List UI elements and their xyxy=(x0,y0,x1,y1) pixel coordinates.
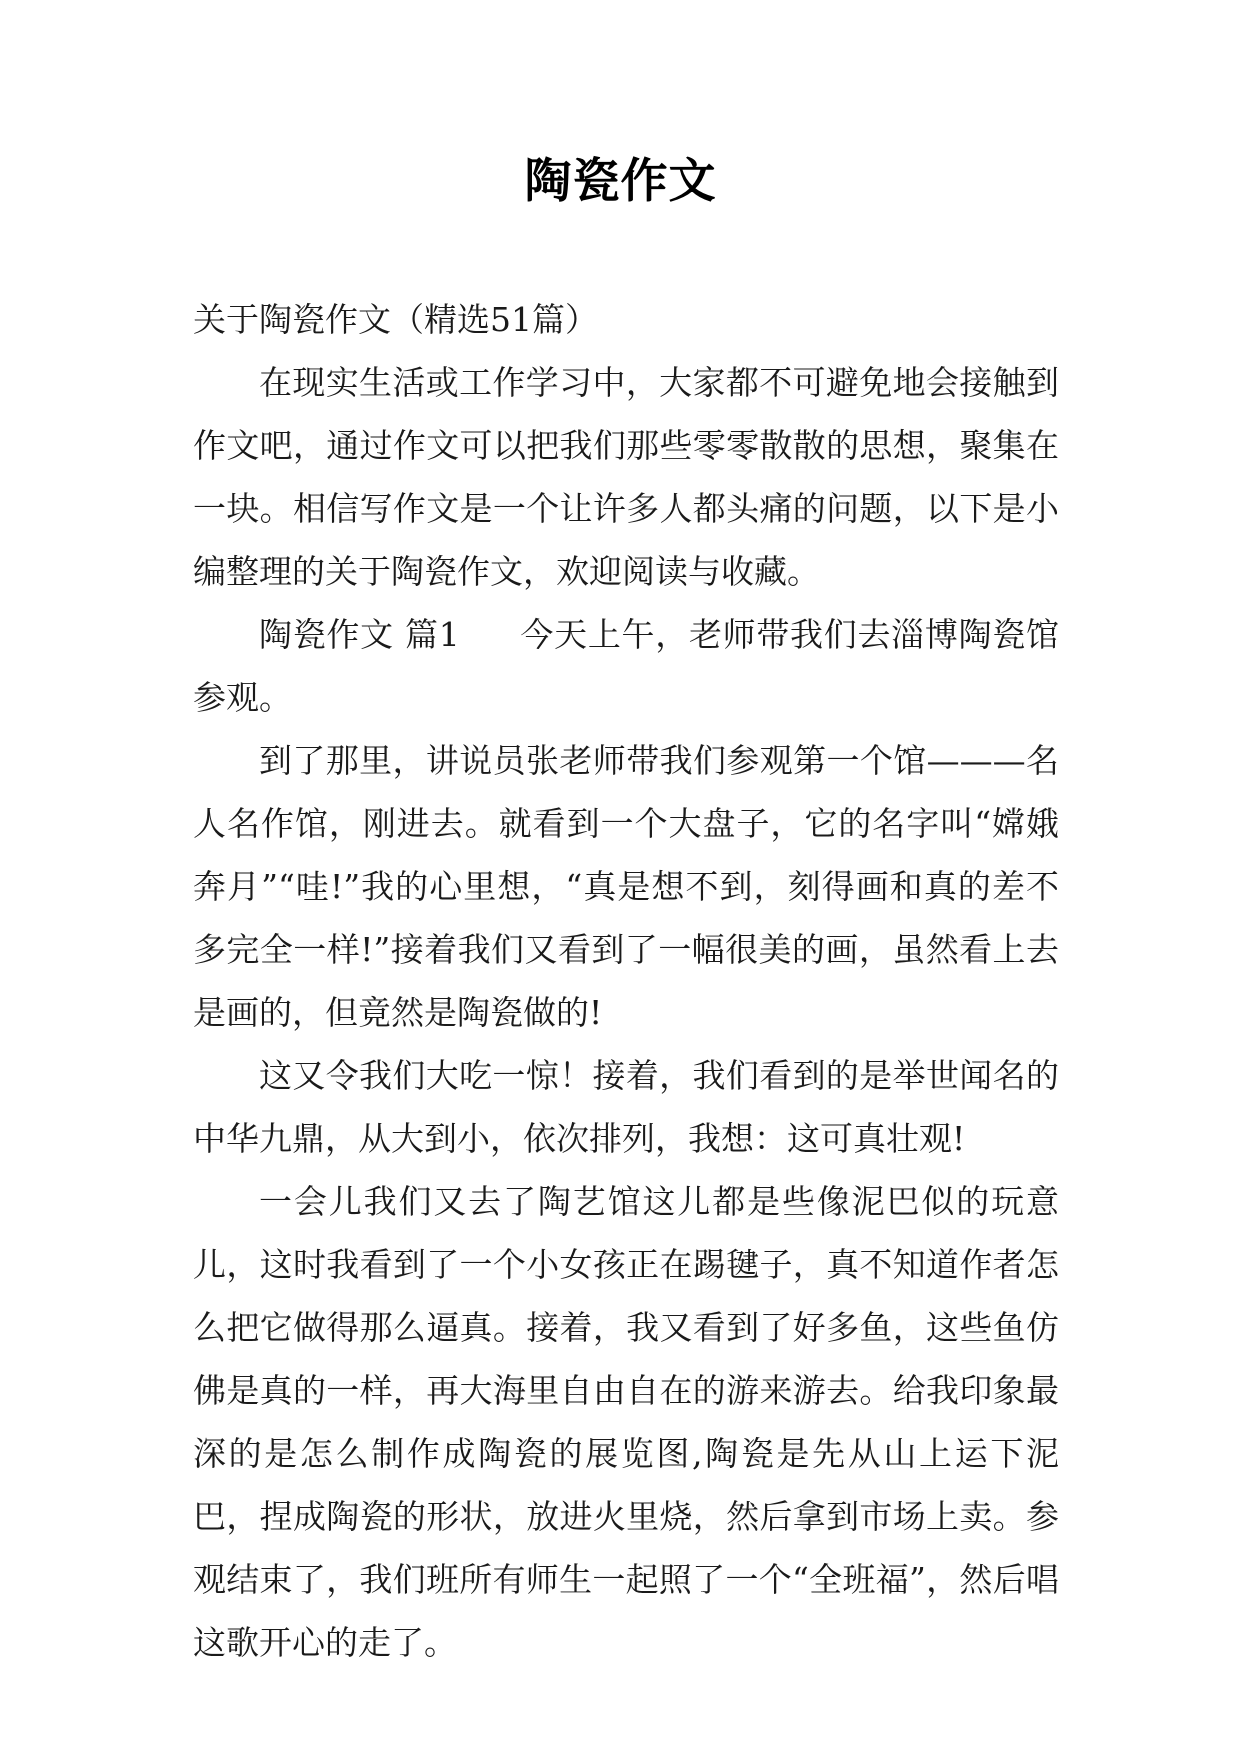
essay-1-heading: 陶瓷作文 篇1 xyxy=(259,615,460,654)
intro-paragraph: 在现实生活或工作学习中，大家都不可避免地会接触到作文吧，通过作文可以把我们那些零零散散的思想，聚集在一块。相信写作文是一个让许多人都头痛的问题，以下是小编整理的关于陶瓷作文，欢迎阅读与收藏。 xyxy=(193,363,1059,591)
essay-1-opening xyxy=(193,603,1059,729)
essay-paragraph: 到了那里，讲说员张老师带我们参观第一个馆———名人名作馆，刚进去。就看到一个大盘子，它的名字叫“嫦娥奔月”“哇!”我的心里想，“真是想不到，刻得画和真的差不多完全一样!”接着我们又看到了一幅很美的画，虽然看上去是画的，但竟然是陶瓷做的! xyxy=(193,741,1059,1032)
document-title: 陶瓷作文 xyxy=(524,154,717,209)
essay-1-first-sentence: 今天上午，老师带我们去淄博陶瓷馆参观。 xyxy=(193,615,1059,717)
essay-paragraph: 一会儿我们又去了陶艺馆这儿都是些像泥巴似的玩意儿，这时我看到了一个小女孩正在踢毽子，真不知道作者怎么把它做得那么逼真。接着，我又看到了好多鱼，这些鱼仿佛是真的一样，再大海里自由自在的游来游去。给我印象最深的是怎么制作成陶瓷的展览图,陶瓷是先从山上运下泥巴，捏成陶瓷的形状，放进火里烧，然后拿到市场上卖。参观结束了，我们班所有师生一起照了一个“全班福”，然后唱这歌开心的走了。 xyxy=(193,1182,1059,1662)
document-subtitle: 关于陶瓷作文（精选51篇） xyxy=(193,300,598,339)
document-body xyxy=(193,288,1059,1674)
essay-paragraph: 这又令我们大吃一惊！接着，我们看到的是举世闻名的中华九鼎，从大到小，依次排列，我想：这可真壮观! xyxy=(193,1056,1059,1158)
